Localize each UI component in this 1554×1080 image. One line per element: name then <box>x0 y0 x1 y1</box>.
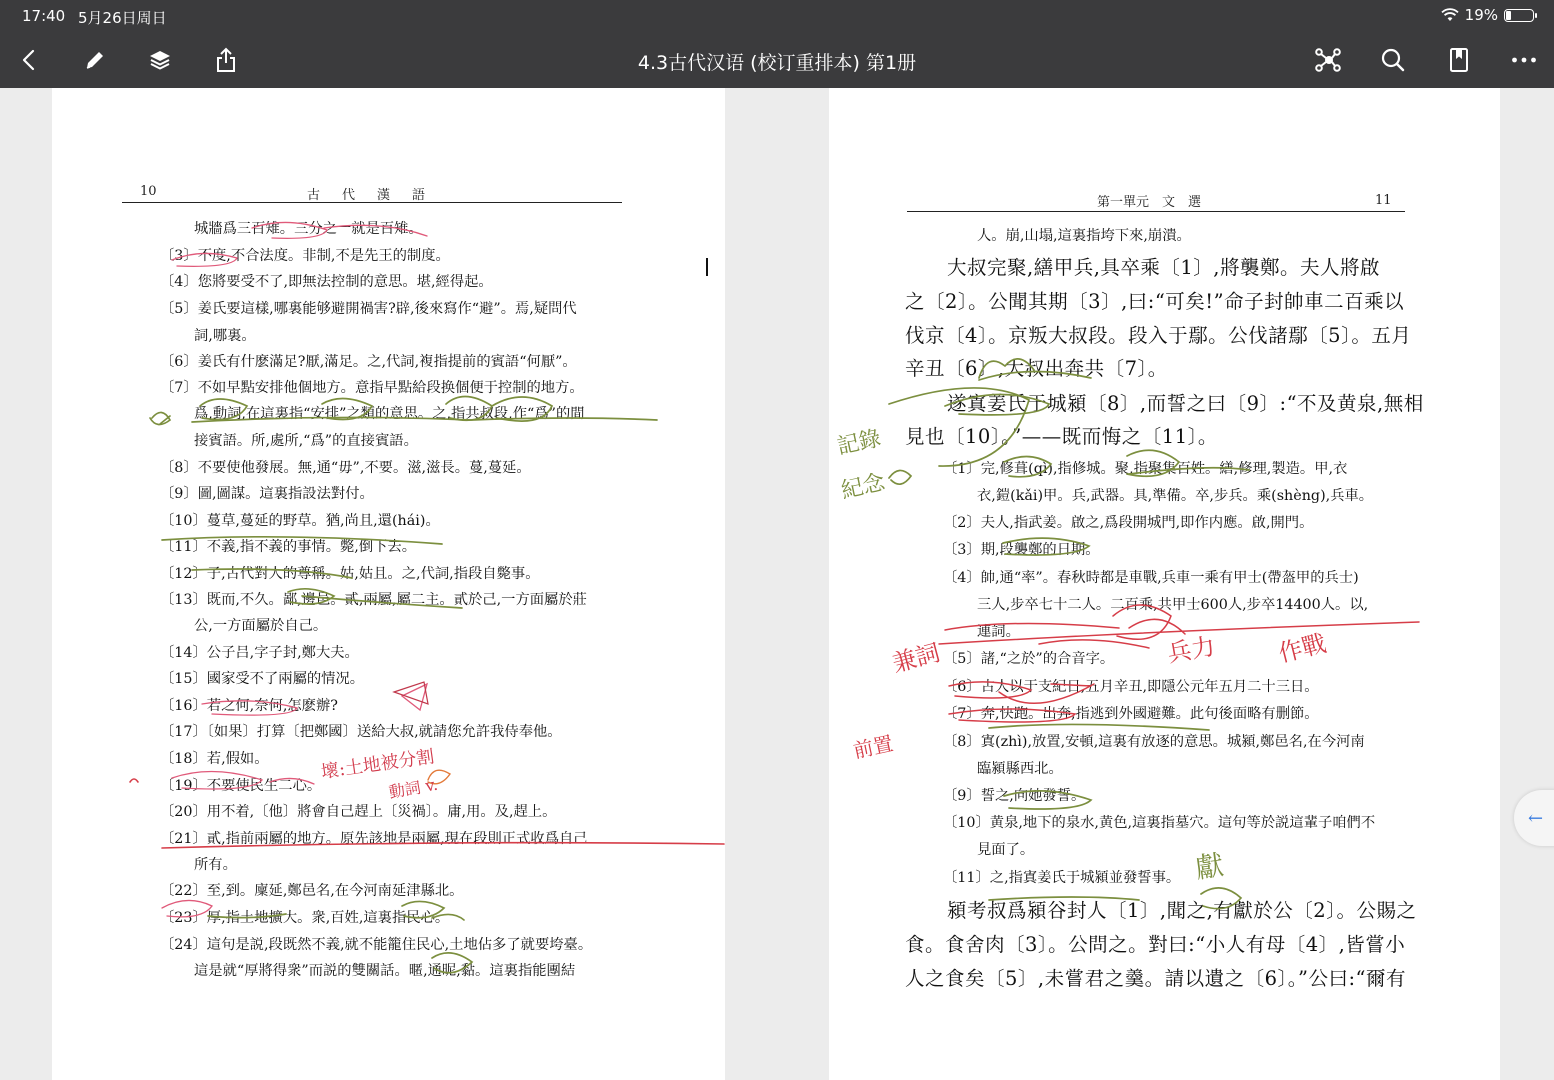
reader-toolbar <box>0 32 1554 88</box>
battery-icon <box>1504 9 1534 22</box>
right-page-number: 11 <box>1375 193 1392 208</box>
section-header: 第一單元 文 選 <box>1097 195 1202 210</box>
text-line: 〔9〕圖,圖謀。這裏指設法對付。 <box>160 486 374 502</box>
left-page[interactable] <box>52 88 725 1080</box>
arrow-left-icon: ← <box>1528 807 1544 829</box>
text-line: 三人,步卒七十二人。二百乘,共甲士600人,步卒14400人。以, <box>977 597 1369 613</box>
text-line: 大叔完聚,繕甲兵,具卒乘〔1〕,將襲鄭。夫人將啟 <box>947 256 1381 279</box>
document-title: 4.3古代汉语 (校订重排本) 第1册 <box>637 52 917 74</box>
handwritten-note-right-3: 兼詞 <box>889 638 943 678</box>
search-button[interactable] <box>1377 44 1409 76</box>
text-line: 遂寘姜氏于城潁〔8〕,而誓之曰〔9〕:“不及黄泉,無相 <box>947 392 1424 415</box>
text-line: 爲,動詞,在這裏指“安排”之類的意思。之,指共叔段,作“爲”的間 <box>194 406 585 422</box>
text-line: 見也〔10〕。”——既而悔之〔11〕。 <box>905 425 1218 448</box>
text-line: 衣,鎧(kǎi)甲。兵,武器。具,準備。卒,步兵。乘(shèng),兵車。 <box>977 488 1374 504</box>
text-line: 〔5〕諸,“之於”的合音字。 <box>943 651 1115 667</box>
text-line: 〔7〕不如早點安排他個地方。意指早點給段换個便于控制的地方。 <box>160 380 584 396</box>
text-line: 〔10〕蔓草,蔓延的野草。猶,尚且,還(hái)。 <box>160 513 440 529</box>
text-line: 食。食舍肉〔3〕。公問之。對曰:“小人有母〔4〕,皆嘗小 <box>905 933 1406 956</box>
text-line: 見面了。 <box>977 842 1035 858</box>
more-button[interactable] <box>1508 44 1540 76</box>
text-line: 〔5〕姜氏要這樣,哪裏能够避開禍害?辟,後來寫作“避”。焉,疑問代 <box>160 301 577 317</box>
more-icon <box>1511 56 1537 64</box>
sidebar-toggle-handle[interactable] <box>1514 790 1554 846</box>
text-line: 〔2〕夫人,指武姜。啟之,爲段開城門,即作内應。啟,開門。 <box>943 515 1314 531</box>
status-time: 17:40 <box>22 7 66 25</box>
text-line: 〔17〕〔如果〕打算〔把鄭國〕送給大叔,就請您允許我侍奉他。 <box>160 724 562 740</box>
text-line: 〔22〕至,到。廩延,鄭邑名,在今河南延津縣北。 <box>160 883 464 899</box>
text-line: 之〔2〕。公聞其期〔3〕,曰:“可矣!”命子封帥車二百乘以 <box>905 290 1405 313</box>
text-line: 〔20〕用不着,〔他〕將會自己趕上〔災禍〕。庸,用。及,趕上。 <box>160 804 557 820</box>
text-line: 〔14〕公子吕,字子封,鄭大夫。 <box>160 645 359 661</box>
right-page[interactable] <box>829 88 1500 1080</box>
wifi-icon <box>1441 8 1459 22</box>
text-line: 詞,哪裏。 <box>194 328 256 344</box>
text-line: 〔19〕不要使民生二心。 <box>160 778 322 794</box>
handwritten-note-right-5: 作戰 <box>1275 629 1330 668</box>
text-line: 〔21〕貳,指前兩屬的地方。原先該地是兩屬,現在段則正式收爲自己 <box>160 831 588 847</box>
text-line: 〔11〕不義,指不義的事情。斃,倒下去。 <box>160 539 417 555</box>
text-line: 〔6〕古人以干支紀日,五月辛丑,即隱公元年五月二十三日。 <box>943 679 1319 695</box>
handwritten-note-right-2: 紀念 <box>839 470 888 504</box>
text-line: 所有。 <box>194 857 237 873</box>
left-page-header <box>122 184 622 203</box>
running-book-title: 古代漢語 <box>307 188 448 203</box>
text-line: 公,一方面屬於自己。 <box>194 618 328 634</box>
text-line: 〔8〕寘(zhì),放置,安頓,這裏有放逐的意思。城潁,鄭邑名,在今河南 <box>943 734 1365 750</box>
handwritten-note-right-6: 前置 <box>851 731 896 763</box>
text-line: 連詞。 <box>977 624 1020 640</box>
text-line: 臨潁縣西北。 <box>977 761 1063 777</box>
handwritten-note-left-2: 動詞 v. <box>387 774 440 802</box>
text-line: 〔8〕不要使他發展。無,通“毋”,不要。滋,滋長。蔓,蔓延。 <box>160 460 531 476</box>
search-icon <box>1380 47 1406 73</box>
bookmark-icon <box>1448 47 1470 73</box>
text-line: 潁考叔爲潁谷封人〔1〕,聞之,有獻於公〔2〕。公賜之 <box>947 899 1417 922</box>
text-line: 〔4〕帥,通“率”。春秋時都是車戰,兵車一乘有甲士(帶盔甲的兵士) <box>943 570 1359 586</box>
text-line: 〔18〕若,假如。 <box>160 751 269 767</box>
handwritten-note-left-1: 壞:土地被分割 <box>319 746 436 783</box>
text-line: 〔24〕這句是説,段既然不義,就不能籠住民心,土地佔多了就要垮臺。 <box>160 937 593 953</box>
text-line: 〔3〕不度,不合法度。非制,不是先王的制度。 <box>160 248 450 264</box>
text-line: 這是就“厚將得衆”而説的雙關話。暱,通昵,黏。這裏指能團結 <box>194 963 576 979</box>
right-page-header <box>907 191 1405 212</box>
text-line: 〔1〕完,修葺(qì),指修城。聚,指聚集百姓。繕,修理,製造。甲,衣 <box>943 461 1348 477</box>
left-page-number: 10 <box>140 184 157 199</box>
text-line: 〔23〕厚,指土地擴大。衆,百姓,這裏指民心。 <box>160 910 450 926</box>
status-bar <box>0 0 1554 32</box>
text-line: 伐京〔4〕。京叛大叔段。段入于鄢。公伐諸鄢〔5〕。五月 <box>905 324 1412 347</box>
status-date: 5月26日周日 <box>78 9 167 27</box>
text-line: 〔6〕姜氏有什麽滿足?厭,滿足。之,代詞,複指提前的賓語“何厭”。 <box>160 354 577 370</box>
bookmark-button[interactable] <box>1443 44 1475 76</box>
text-line: 〔11〕之,指寘姜氏于城潁並發誓事。 <box>943 870 1181 886</box>
handwritten-note-right-7: 獻 <box>1193 848 1226 885</box>
text-line: 〔16〕若之何,奈何,怎麽辦? <box>160 698 338 714</box>
text-line: 接賓語。所,處所,“爲”的直接賓語。 <box>194 433 418 449</box>
text-line: 〔15〕國家受不了兩屬的情况。 <box>160 671 365 687</box>
text-line: 〔3〕期,段襲鄭的日期。 <box>943 542 1100 558</box>
handwritten-note-right-4: 兵力 <box>1165 631 1218 668</box>
text-line: 城牆爲三百雉。三分之一就是百雉。 <box>194 221 423 237</box>
mindmap-icon <box>1313 47 1341 73</box>
text-line: 人。崩,山塌,這裏指垮下來,崩潰。 <box>977 228 1191 244</box>
text-line: 〔12〕子,古代對人的尊稱。姑,姑且。之,代詞,指段自斃事。 <box>160 566 540 582</box>
battery-percent: 19% <box>1464 6 1498 24</box>
text-line: 〔7〕奔,快跑。出奔,指逃到外國避難。此句後面略有删節。 <box>943 706 1319 722</box>
text-line: 〔9〕誓之,向她發誓。 <box>943 788 1086 804</box>
mindmap-button[interactable] <box>1311 44 1343 76</box>
text-line: 〔4〕您將要受不了,即無法控制的意思。堪,經得起。 <box>160 274 493 290</box>
text-line: 〔10〕黄泉,地下的泉水,黄色,這裏指墓穴。這句等於説這輩子咱們不 <box>943 815 1376 831</box>
text-line: 辛丑〔6〕,大叔出奔共〔7〕。 <box>905 357 1168 380</box>
text-line: 人之食矣〔5〕,未嘗君之羹。請以遺之〔6〕。”公曰:“爾有 <box>905 967 1407 990</box>
text-line: 〔13〕既而,不久。鄙,邊邑。貳,兩屬,屬二主。貳於己,一方面屬於莊 <box>160 592 587 608</box>
status-right <box>1441 6 1534 24</box>
handwritten-note-right-1: 記錄 <box>835 426 884 460</box>
text-cursor <box>706 258 708 276</box>
